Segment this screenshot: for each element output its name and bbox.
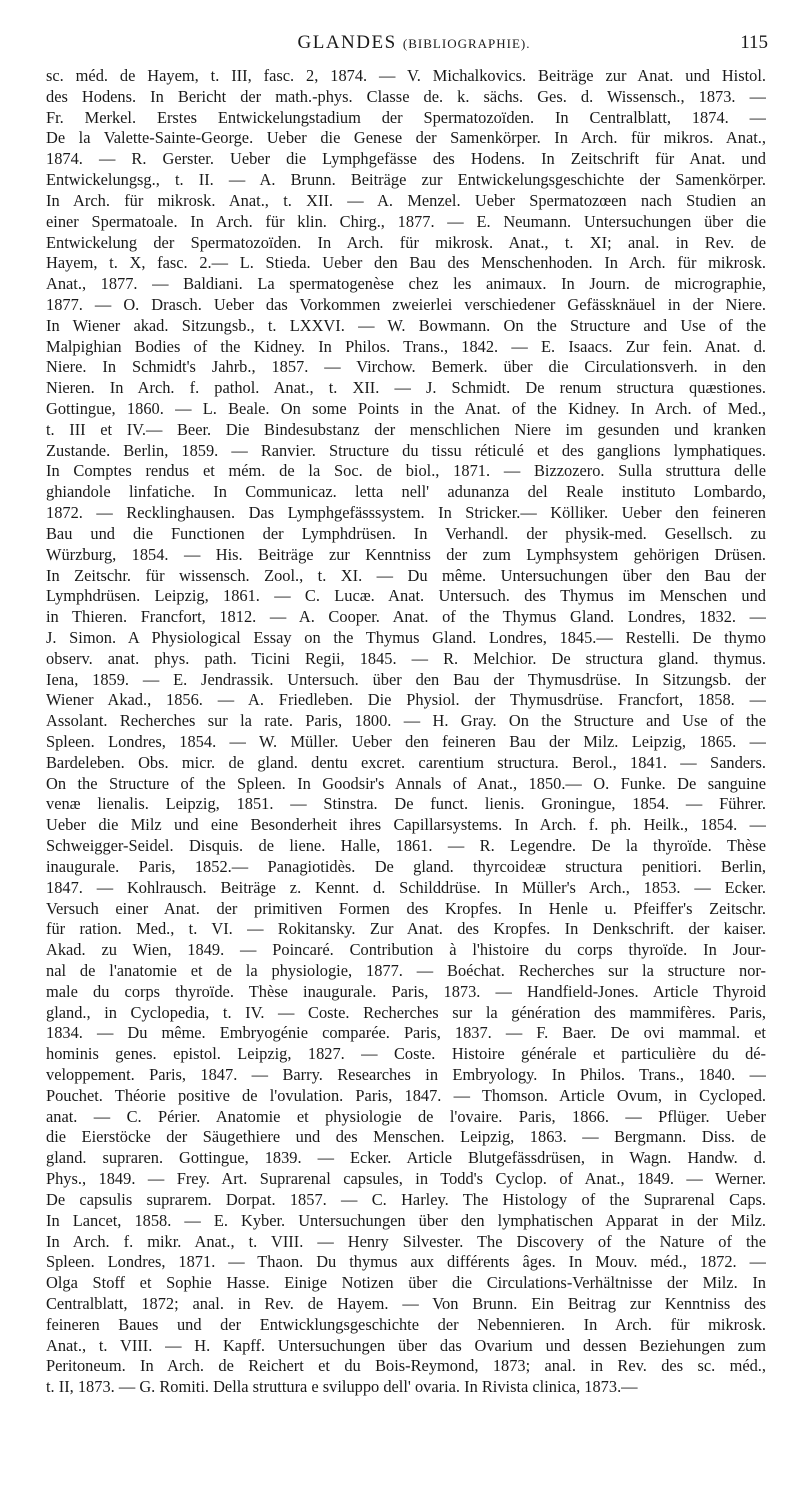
text-line: Centralblatt, 1872; anal. in Rev. de Hayem. — Von Brunn. Ein Beitrag zur Kenntniss des	[46, 1293, 766, 1313]
text-line: observ. anat. phys. path. Ticini Regii, 1845. — R. Melchior. De structura gland. thymus.	[46, 648, 766, 668]
text-line: t. III et IV.— Beer. Die Bindesubstanz der menschlichen Niere im gesunden und kranken	[46, 419, 766, 439]
text-line: J. Simon. A Physiological Essay on the Thymus Gland. Londres, 1845.— Restelli. De thymo	[46, 627, 766, 647]
text-line: anat. — C. Périer. Anatomie et physiologie de l'ovaire. Paris, 1866. — Pflüger. Ueber	[46, 1106, 766, 1126]
text-line: De la Valette-Sainte-George. Ueber die Genese der Samenkörper. In Arch. für mikros. Anat.,	[46, 128, 766, 148]
text-line: Entwickelung der Spermatozoïden. In Arch. für mikrosk. Anat., t. XI; anal. in Rev. de	[46, 232, 766, 252]
text-line: einer Spermatoale. In Arch. für klin. Chirg., 1877. — E. Neumann. Untersuchungen über die	[46, 211, 766, 231]
text-line: Hayem, t. X, fasc. 2.— L. Stieda. Ueber den Bau des Menschenhoden. In Arch. für mikrosk.	[46, 253, 766, 273]
text-line: Entwickelungsg., t. II. — A. Brunn. Beiträge zur Entwickelungsgeschichte der Samenkörper.	[46, 170, 766, 190]
text-line: In Arch. für mikrosk. Anat., t. XII. — A. Menzel. Ueber Spermatozœen nach Studien an	[46, 190, 766, 210]
text-line: hominis genes. epistol. Leipzig, 1827. — Coste. Histoire générale et particulière du dé-	[46, 1044, 766, 1064]
text-line: Spleen. Londres, 1854. — W. Müller. Ueber den feineren Bau der Milz. Leipzig, 1865. —	[46, 732, 766, 751]
text-line: Nieren. In Arch. f. pathol. Anat., t. XII. — J. Schmidt. De renum structura quæstiones.	[46, 378, 766, 398]
text-line: Spleen. Londres, 1871. — Thaon. Du thymus aux différents âges. In Mouv. méd., 1872. —	[46, 1252, 766, 1272]
section-subtitle: (BIBLIOGRAPHIE).	[402, 36, 531, 51]
text-line: In Zeitschr. für wissensch. Zool., t. XI. — Du même. Untersuchungen über den Bau der	[46, 565, 766, 585]
text-line: t. II, 1873. — G. Romiti. Della struttura e sviluppo dell' ovaria. In Rivista clinica, 1873.—	[46, 1377, 638, 1397]
text-line: Olga Stoff et Sophie Hasse. Einige Notizen über die Circulations-Verhältnisse der Milz. In	[46, 1273, 766, 1293]
text-line: die Eierstöcke der Säugethiere und des Menschen. Leipzig, 1863. — Bergmann. Diss. de	[46, 1127, 766, 1147]
text-line: gland., in Cyclopedia, t. IV. — Coste. Recherches sur la génération des mammifères. Paris,	[46, 1002, 766, 1022]
text-line: für ration. Med., t. VI. — Rokitansky. Zur Anat. des Kropfes. In Denkschrift. der kaiser.	[46, 919, 766, 939]
text-line: des Hodens. In Bericht der math.-phys. Classe de. k. sächs. Ges. d. Wissensch., 1873. —	[46, 86, 766, 106]
page-number: 115	[740, 32, 768, 53]
text-line: 1834. — Du même. Embryogénie comparée. Paris, 1837. — F. Baer. De ovi mammal. et	[46, 1023, 766, 1043]
text-line: Bau und die Functionen der Lymphdrüsen. In Verhandl. der physik-med. Gesellsch. zu	[46, 523, 766, 543]
text-line: In Wiener akad. Sitzungsb., t. LXXVI. — W. Bowmann. On the Structure and Use of the	[46, 315, 766, 335]
text-line: 1847. — Kohlrausch. Beiträge z. Kennt. d. Schilddrüse. In Müller's Arch., 1853. — Ecker.	[46, 877, 766, 897]
bibliography-text	[46, 66, 766, 1398]
text-line: Peritoneum. In Arch. de Reichert et du Bois-Reymond, 1873; anal. in Rev. des sc. méd.,	[46, 1356, 766, 1376]
text-line: 1874. — R. Gerster. Ueber die Lymphgefässe des Hodens. In Zeitschrift für Anat. und	[46, 149, 766, 169]
text-line: In Lancet, 1858. — E. Kyber. Untersuchungen über den lymphatischen Apparat in der Milz.	[46, 1210, 766, 1230]
text-line: Zustande. Berlin, 1859. — Ranvier. Structure du tissu réticulé et des ganglions lymphatiques.	[46, 440, 766, 460]
text-line: On the Structure of the Spleen. In Goodsir's Annals of Anat., 1850.— O. Funke. De sanguine	[46, 773, 766, 793]
text-line: Phys., 1849. — Frey. Art. Suprarenal capsules, in Todd's Cyclop. of Anat., 1849. — Werner.	[46, 1169, 766, 1189]
text-line: Anat., 1877. — Baldiani. La spermatogenèse chez les animaux. In Journ. de micrographie,	[46, 274, 766, 294]
text-line: venæ lienalis. Leipzig, 1851. — Stinstra. De funct. lienis. Groningue, 1854. — Führer.	[46, 794, 766, 814]
text-line: 1872. — Recklinghausen. Das Lymphgefässsystem. In Stricker.— Kölliker. Ueber den feineren	[46, 503, 766, 523]
text-line: male du corps thyroïde. Thèse inaugurale. Paris, 1873. — Handfield-Jones. Article Thyroid	[46, 981, 766, 1001]
text-line: Pouchet. Théorie positive de l'ovulation. Paris, 1847. — Thomson. Article Ovum, in Cycloped.	[46, 1085, 766, 1105]
text-line: Bardeleben. Obs. micr. de gland. dentu excret. carentium structura. Berol., 1841. — Sanders.	[46, 752, 766, 772]
text-line: In Comptes rendus et mém. de la Soc. de biol., 1871. — Bizzozero. Sulla struttura delle	[46, 461, 766, 481]
text-line: Wiener Akad., 1856. — A. Friedleben. Die Physiol. der Thymusdrüse. Francfort, 1858. —	[46, 690, 766, 710]
text-line: Anat., t. VIII. — H. Kapff. Untersuchungen über das Ovarium und dessen Beziehungen zum	[46, 1335, 766, 1355]
text-line: Niere. In Schmidt's Jahrb., 1857. — Virchow. Bemerk. über die Circulationsverh. in den	[46, 357, 766, 377]
text-line: inaugurale. Paris, 1852.— Panagiotidès. De gland. thyrcoideæ structura penitiori. Berlin,	[46, 856, 766, 876]
text-line: feineren Baues und der Entwicklungsgeschichte der Nebennieren. In Arch. für mikrosk.	[46, 1314, 766, 1334]
text-line: Fr. Merkel. Erstes Entwickelungstadium der Spermatozoïden. In Centralblatt, 1874. —	[46, 107, 766, 127]
running-header	[60, 32, 768, 58]
text-line: sc. méd. de Hayem, t. III, fasc. 2, 1874. — V. Michalkovics. Beiträge zur Anat. und Histol.	[46, 66, 766, 85]
text-line: gland. supraren. Gottingue, 1839. — Ecker. Article Blutgefässdrüsen, in Wagn. Handw. d.	[46, 1148, 766, 1168]
text-line: Schweigger-Seidel. Disquis. de liene. Halle, 1861. — R. Legendre. De la thyroïde. Thèse	[46, 836, 766, 856]
section-title	[60, 32, 768, 54]
text-line: Lymphdrüsen. Leipzig, 1861. — C. Lucæ. Anat. Untersuch. des Thymus im Menschen und	[46, 586, 766, 606]
text-line: ghiandole linfatiche. In Communicaz. letta nell' adunanza del Reale instituto Lombardo,	[46, 482, 766, 502]
text-line: Würzburg, 1854. — His. Beiträge zur Kenntniss der zum Lymphsystem gehörigen Drüsen.	[46, 544, 766, 564]
text-line: Gottingue, 1860. — L. Beale. On some Points in the Anat. of the Kidney. In Arch. of Med.,	[46, 399, 766, 418]
section-title-main: GLANDES	[297, 32, 397, 53]
text-line: De capsulis suprarem. Dorpat. 1857. — C. Harley. The Histology of the Suprarenal Caps.	[46, 1189, 766, 1209]
text-line: Akad. zu Wien, 1849. — Poincaré. Contribution à l'histoire du corps thyroïde. In Jour-	[46, 940, 766, 960]
text-line: Assolant. Recherches sur la rate. Paris, 1800. — H. Gray. On the Structure and Use of the	[46, 711, 766, 731]
text-line: In Arch. f. mikr. Anat., t. VIII. — Henry Silvester. The Discovery of the Nature of the	[46, 1231, 766, 1251]
text-line: Iena, 1859. — E. Jendrassik. Untersuch. über den Bau der Thymusdrüse. In Sitzungsb. der	[46, 669, 766, 689]
text-line: Versuch einer Anat. der primitiven Formen des Kropfes. In Henle u. Pfeiffer's Zeitschr.	[46, 898, 766, 918]
text-line: Malpighian Bodies of the Kidney. In Philos. Trans., 1842. — E. Isaacs. Zur fein. Anat. d.	[46, 336, 766, 356]
text-line: Ueber die Milz und eine Besonderheit ihres Capillarsystems. In Arch. f. ph. Heilk., 1854. —	[46, 815, 766, 835]
text-line: nal de l'anatomie et de la physiologie, 1877. — Boéchat. Recherches sur la structure nor-	[46, 960, 766, 980]
text-line: veloppement. Paris, 1847. — Barry. Researches in Embryology. In Philos. Trans., 1840. —	[46, 1065, 766, 1084]
text-line: 1877. — O. Drasch. Ueber das Vorkommen zweierlei verschiedener Gefässknäuel in der Niere.	[46, 294, 766, 314]
text-line: in Thieren. Francfort, 1812. — A. Cooper. Anat. of the Thymus Gland. Londres, 1832. —	[46, 607, 766, 627]
